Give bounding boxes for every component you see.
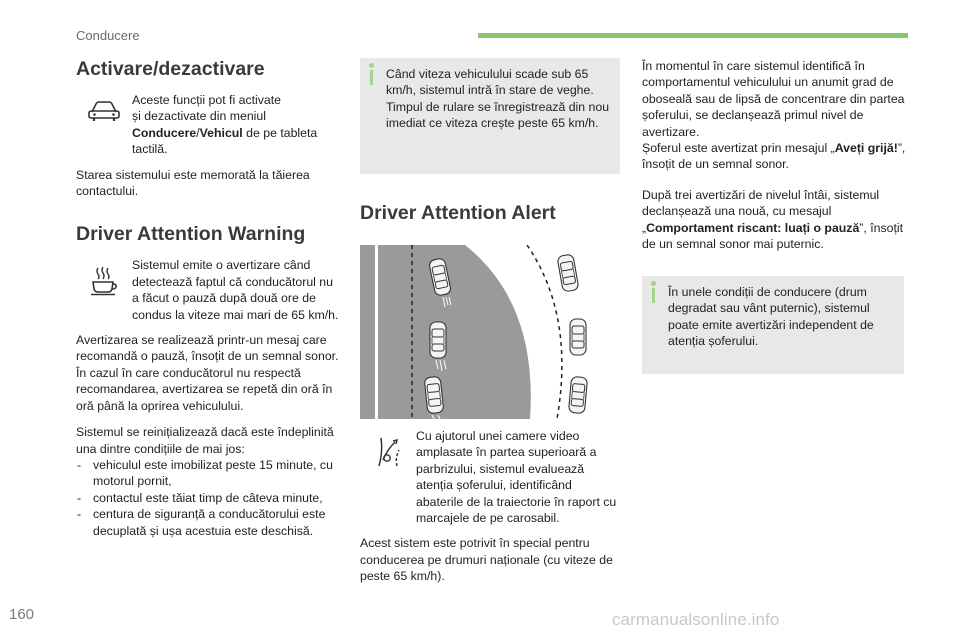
- header-accent-bar: [478, 33, 908, 38]
- car-icon: [76, 92, 132, 158]
- menu-vehicul: Vehicul: [199, 125, 243, 140]
- reset-conditions-list: [76, 457, 342, 539]
- activation-heading: Activare/dezactivare: [76, 58, 265, 80]
- suited-text: Acest sistem este potrivit în special pentru conducerea pe drumuri naționale (cu viteze de peste 65 km/h).: [360, 536, 613, 584]
- message-bold: Comportament riscant: luați o pauză: [646, 220, 860, 235]
- list-item: - contactul este tăiat timp de câteva minute,: [76, 490, 342, 506]
- column-left: [76, 58, 342, 539]
- column-right: [642, 58, 906, 252]
- memory-text: Starea sistemului este memorată la tăierea contactului.: [76, 167, 310, 199]
- daw-text: Sistemul emite o avertizare când detectează faptul că conducătorul nu a făcut o pauză după două ore de condus la viteze mai mari de 65 km/h.: [132, 258, 339, 322]
- first-warning-para: Șoferul este avertizat prin mesajul „Aveți grijă!”, însoțit de un semnal sonor.: [642, 141, 906, 172]
- activation-text: Aceste funcții pot fi activate și dezactivate din meniul Conducere/Vehicul de pe tableta tactilă.: [132, 93, 318, 157]
- road-illustration: [360, 245, 620, 419]
- warning-para-2: În cazul în care conducătorul nu respectă recomandarea, avertizarea se repetă din oră în oră până la oprirea vehiculului.: [76, 365, 333, 413]
- list-item: - centura de siguranță a conducătorului este decuplată și ușa acestuia este deschisă.: [76, 506, 342, 539]
- info-box-conditions: [642, 276, 904, 374]
- watermark: carmanualsonline.info: [612, 610, 780, 629]
- reset-intro: Sistemul se reinițializează dacă este îndeplinită una dintre condițiile de mai jos:: [76, 425, 334, 456]
- second-warning-para: După trei avertizări de nivelul întâi, sistemul declanșează una nouă, cu mesajul „Comportament riscant: luați o pauză”, însoțit de un semnal sonor mai puternic.: [642, 187, 904, 252]
- info-icon: [651, 281, 656, 286]
- message-bold: Aveți grijă!: [834, 141, 898, 156]
- daw-block: [76, 257, 342, 323]
- list-item: - vehiculul este imobilizat peste 15 minute, cu motorul pornit,: [76, 457, 342, 490]
- camera-text: Cu ajutorul unei camere video amplasate în partea superioară a parbrizului, sistemul evaluează atenția șoferului, identificând abaterile de la traiectorie în raport cu marcajele de pe carosabil.: [416, 429, 617, 526]
- activation-block: [76, 92, 342, 158]
- menu-conducere: Conducere: [132, 125, 197, 140]
- info-conditions-text: În unele condiții de conducere (drum degradat sau vânt puternic), sistemul poate emite avertizări independent de atenția șoferului.: [668, 285, 874, 349]
- info-icon: [369, 63, 374, 68]
- coffee-cup-icon: [76, 257, 132, 323]
- daw-heading: Driver Attention Warning: [76, 223, 306, 246]
- warning-para-1: Avertizarea se realizează printr-un mesaj care recomandă o pauză, însoțit de un semnal sonor.: [76, 333, 339, 364]
- camera-block: [360, 428, 622, 585]
- page-number: 160: [9, 606, 35, 623]
- lane-departure-icon: [360, 428, 416, 526]
- info-box-speed: [360, 58, 620, 174]
- fatigue-para: În momentul în care sistemul identifică în comportamentul vehiculului un anumit grad de oboseală sau de lipsă de concentrare din partea șoferului, se declanșează primul nivel de avertizare.: [642, 59, 905, 139]
- section-label: Conducere: [76, 28, 140, 43]
- info-speed-text: Când viteza vehiculului scade sub 65 km/h, sistemul intră în stare de veghe. Timpul de rulare se înregistrează din nou imediat ce viteza crește peste 65 km/h.: [386, 67, 610, 131]
- daa-heading: Driver Attention Alert: [360, 202, 556, 224]
